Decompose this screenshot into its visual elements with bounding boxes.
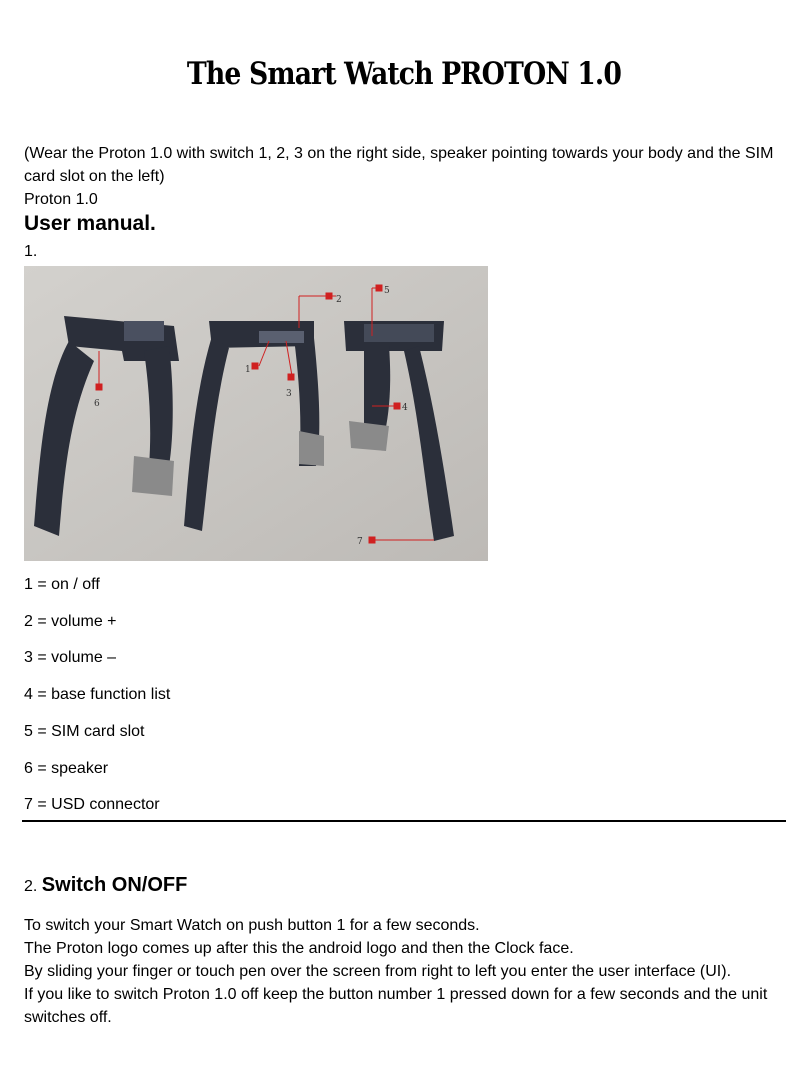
step-2-paragraph: The Proton logo comes up after this the android logo and then the Clock face.: [24, 940, 574, 957]
section-divider: [22, 820, 786, 822]
page-title: The Smart Watch PROTON 1.0: [186, 56, 622, 92]
step-2-paragraph: By sliding your finger or touch pen over the screen from right to left you enter the user interface (UI).: [24, 963, 732, 980]
step-2-paragraph: To switch your Smart Watch on push button 1 for a few seconds.: [24, 917, 480, 934]
intro-block: [24, 142, 784, 211]
legend-item-3: 3 = volume –: [24, 649, 117, 666]
step-2-title: Switch ON/OFF: [41, 874, 188, 896]
product-name: Proton 1.0: [24, 191, 98, 208]
watch-illustration: [24, 266, 488, 561]
section-heading: User manual.: [24, 212, 156, 235]
callout-6: 6: [94, 399, 100, 409]
callout-3: 3: [286, 389, 292, 399]
step-2-paragraph: If you like to switch Proton 1.0 off keep the button number 1 pressed down for a few seconds and the unit switches off.: [24, 986, 768, 1026]
legend-item-6: 6 = speaker: [24, 760, 109, 777]
callout-4: 4: [402, 403, 408, 413]
legend-item-1: 1 = on / off: [24, 576, 100, 593]
legend-item-4: 4 = base function list: [24, 686, 171, 703]
callout-5: 5: [384, 286, 390, 296]
legend-item-7: 7 = USD connector: [24, 796, 160, 813]
step-2-body: [24, 914, 794, 1029]
legend-item-2: 2 = volume +: [24, 613, 117, 630]
intro-text: (Wear the Proton 1.0 with switch 1, 2, 3 on the right side, speaker pointing towards your body and the SIM card slot on the left): [24, 145, 774, 185]
callout-2: 2: [336, 295, 342, 305]
callout-1: 1: [245, 365, 251, 375]
callout-7: 7: [357, 537, 363, 547]
watch-photo: [24, 266, 488, 561]
step-2-heading: [24, 874, 187, 897]
step-2-number: 2.: [24, 878, 38, 895]
step-1-number: 1.: [24, 243, 38, 260]
legend-item-5: 5 = SIM card slot: [24, 723, 145, 740]
